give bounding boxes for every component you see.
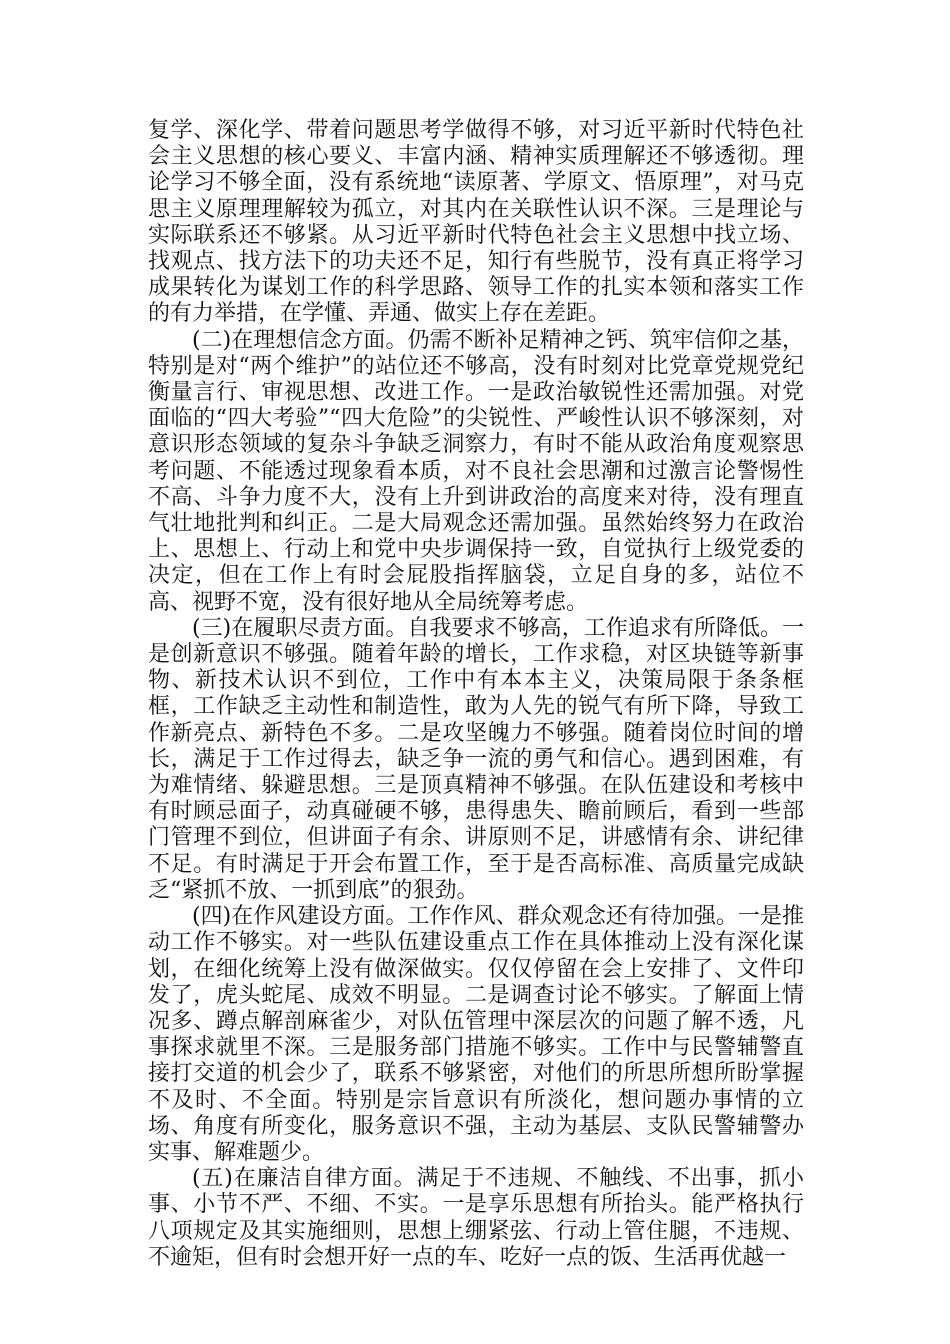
paragraph-continued-theory-study: 复学、深化学、带着问题思考学做得不够，对习近平新时代特色社会主义思想的核心要义、丰富内涵、精神实质理解还不够透彻。理论学习不够全面，没有系统地“读原著、学原文、悟原理”，对马克思主义原理理解较为孤立，对其内在关联性认识不深。三是理论与实际联系还不够紧。从习近平新时代特色社会主义思想中找立场、找观点、找方法下的功夫还不足，知行有些脱节，没有真正将学习成果转化为谋划工作的科学思路、领导工作的扎实本领和落实工作的有力举措，在学懂、弄通、做实上存在差距。 (148, 118, 804, 327)
document-body (148, 118, 804, 1271)
paragraph-duty-performance: (三)在履职尽责方面。自我要求不够高，工作追求有所降低。一是创新意识不够强。随着年龄的增长，工作求稳，对区块链等新事物、新技术认识不到位，工作中有本本主义，决策局限于条条框框，工作缺乏主动性和制造性，敢为人先的锐气有所下降，导致工作新亮点、新特色不多。二是攻坚魄力不够强。随着岗位时间的增长，满足于工作过得去，缺乏争一流的勇气和信心。遇到困难，有为难情绪、躲避思想。三是顶真精神不够强。在队伍建设和考核中有时顾忌面子，动真碰硬不够，患得患失、瞻前顾后，看到一些部门管理不到位，但讲面子有余、讲原则不足，讲感情有余、讲纪律不足。有时满足于开会布置工作，至于是否高标准、高质量完成缺乏“紧抓不放、一抓到底”的狠劲。 (148, 615, 804, 903)
paragraph-integrity-self-discipline: (五)在廉洁自律方面。满足于不违规、不触线、不出事，抓小事、小节不严、不细、不实。一是享乐思想有所抬头。能严格执行八项规定及其实施细则，思想上绷紧弦、行动上管住腿，不违规、不逾矩，但有时会想开好一点的车、吃好一点的饭、生活再优越一 (148, 1166, 804, 1270)
paragraph-work-style: (四)在作风建设方面。工作作风、群众观念还有待加强。一是推动工作不够实。对一些队伍建设重点工作在具体推动上没有深化谋划，在细化统筹上没有做深做实。仅仅停留在会上安排了、文件印发了，虎头蛇尾、成效不明显。二是调查讨论不够实。了解面上情况多、蹲点解剖麻雀少，对队伍管理中深层次的问题了解不透，凡事探求就里不深。三是服务部门措施不够实。工作中与民警辅警直接打交道的机会少了，联系不够紧密，对他们的所思所想所盼掌握不及时、不全面。特别是宗旨意识有所淡化，想问题办事情的立场、角度有所变化，服务意识不强，主动为基层、支队民警辅警办实事、解难题少。 (148, 904, 804, 1165)
paragraph-ideals-beliefs: (二)在理想信念方面。仍需不断补足精神之钙、筑牢信仰之基，特别是对“两个维护”的站位还不够高，没有时刻对比党章党规党纪衡量言行、审视思想、改进工作。一是政治敏锐性还需加强。对党面临的“四大考验”“四大危险”的尖锐性、严峻性认识不够深刻，对意识形态领域的复杂斗争缺乏洞察力，有时不能从政治角度观察思考问题、不能透过现象看本质，对不良社会思潮和过激言论警惕性不高、斗争力度不大，没有上升到讲政治的高度来对待，没有理直气壮地批判和纠正。二是大局观念还需加强。虽然始终努力在政治上、思想上、行动上和党中央步调保持一致，自觉执行上级党委的决定，但在工作上有时会屁股指挥脑袋，立足自身的多，站位不高、视野不宽，没有很好地从全局统筹考虑。 (148, 327, 804, 615)
